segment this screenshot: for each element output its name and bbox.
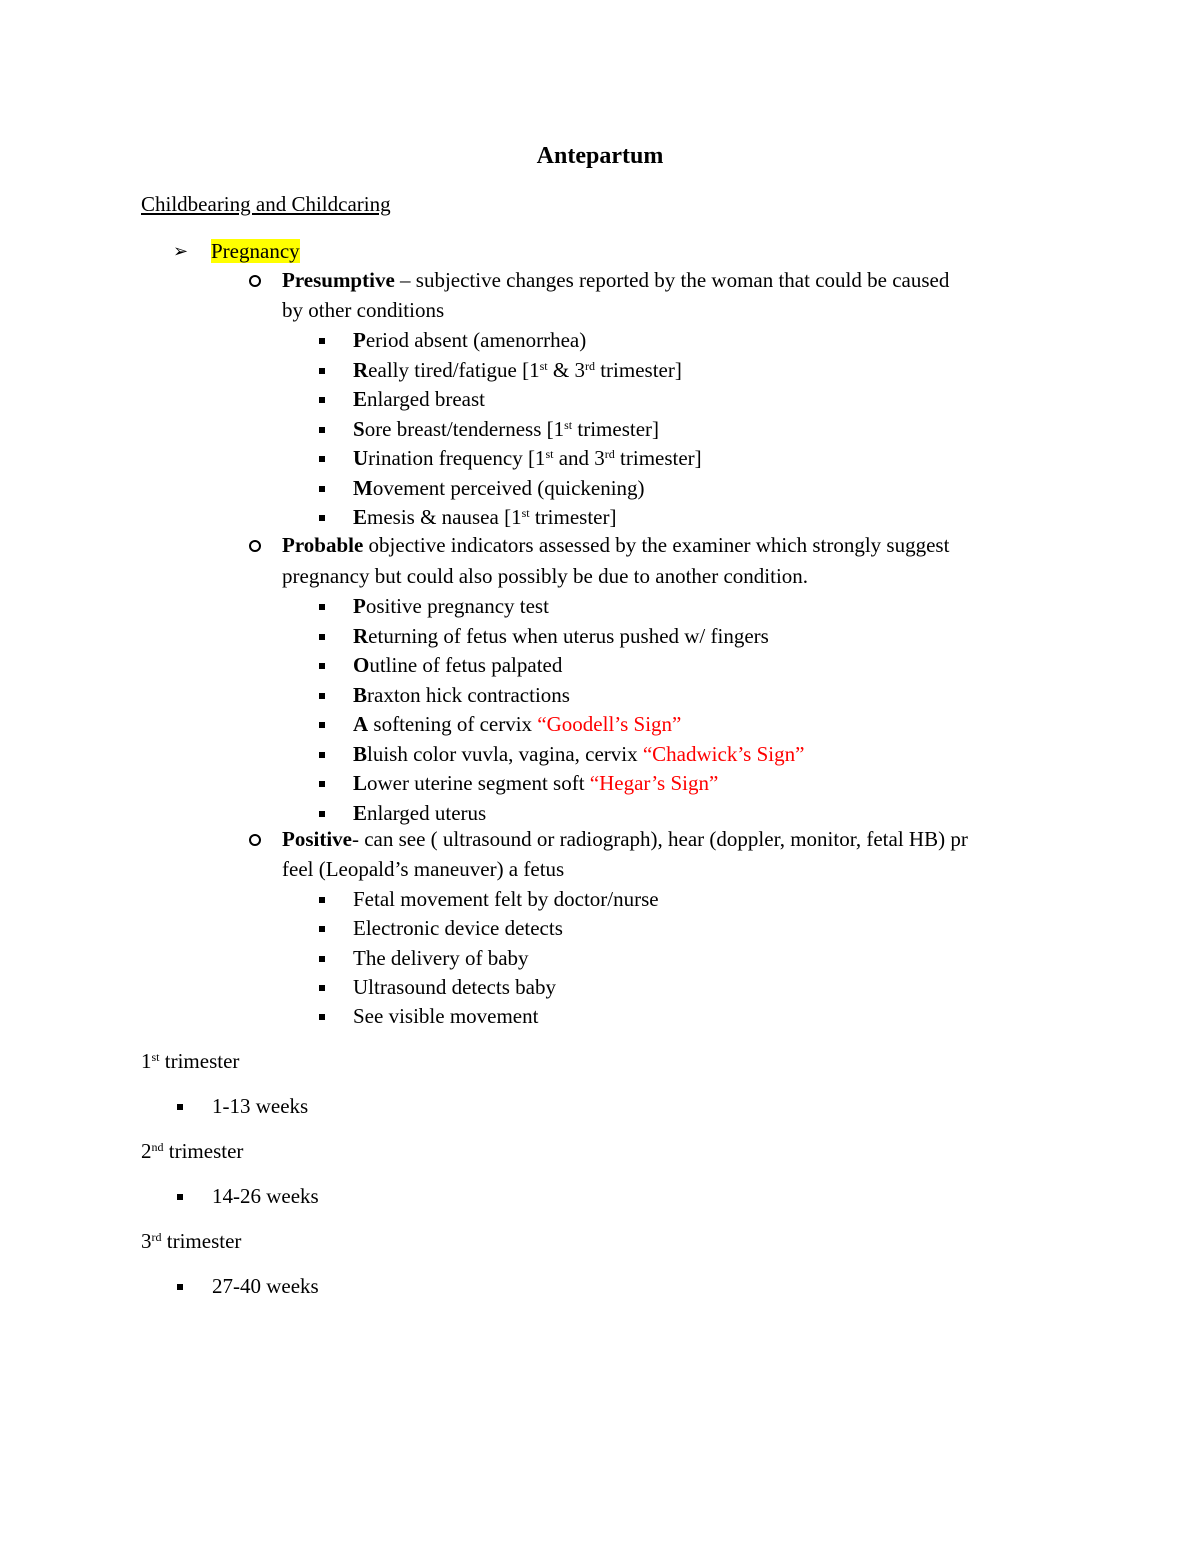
list-item (353, 445, 702, 471)
item-initial: E (353, 800, 368, 825)
clinical-sign: “Chadwick’s Sign” (642, 741, 805, 766)
superscript: rd (151, 1230, 162, 1244)
item-initial: E (353, 505, 368, 529)
square-bullet-icon (177, 1194, 183, 1200)
circle-bullet-icon (249, 834, 261, 846)
list-item (353, 593, 549, 619)
clinical-sign: “Goodell’s Sign” (537, 712, 682, 736)
item-initial: A (353, 712, 369, 736)
square-bullet-icon (319, 985, 325, 991)
square-bullet-icon (177, 1104, 183, 1110)
trimester-weeks: 1-13 weeks (212, 1094, 309, 1118)
square-bullet-icon (319, 427, 325, 433)
item-text: ower uterine segment soft (367, 771, 590, 795)
presumptive-line-1: Presumptive – subjective changes reported by the woman that could be caused (282, 268, 950, 292)
list-item (353, 770, 718, 796)
list-item (353, 652, 562, 678)
item-text: utline of fetus palpated (369, 653, 563, 677)
item-text: trimester] (614, 446, 702, 470)
trimester-weeks: 14-26 weeks (212, 1184, 319, 1208)
item-initial: M (353, 475, 373, 500)
item-text: ovement perceived (quickening) (372, 475, 645, 500)
square-bullet-icon (319, 811, 325, 817)
item-text: eriod absent (amenorrhea) (365, 328, 587, 352)
square-bullet-icon (319, 486, 325, 492)
item-initial: L (353, 771, 368, 795)
item-text: & 3 (547, 357, 585, 382)
square-bullet-icon (319, 926, 325, 932)
item-text: luish color vuvla, vagina, cervix (367, 741, 643, 766)
item-initial: S (353, 416, 365, 441)
trimester-heading (141, 1048, 239, 1074)
superscript: st (539, 358, 548, 373)
superscript: nd (151, 1140, 164, 1154)
list-item (353, 741, 804, 767)
trimester-number: 2 (141, 1139, 152, 1163)
clinical-sign: “Hegar’s Sign” (589, 771, 719, 795)
square-bullet-icon (319, 752, 325, 758)
square-bullet-icon (319, 515, 325, 521)
square-bullet-icon (177, 1284, 183, 1290)
square-bullet-icon (319, 693, 325, 699)
arrow-bullet-icon: ➢ (173, 241, 189, 262)
item-initial: B (353, 741, 368, 766)
list-item: See visible movement (353, 1004, 539, 1029)
item-text: softening of cervix (368, 712, 538, 736)
trimester-label: trimester (159, 1049, 240, 1073)
square-bullet-icon (319, 368, 325, 374)
square-bullet-icon (319, 338, 325, 344)
item-text: trimester] (594, 357, 682, 382)
superscript: rd (604, 447, 615, 461)
item-text: ore breast/tenderness [1 (364, 416, 565, 441)
list-item (353, 800, 486, 826)
trimester-number: 3 (141, 1229, 152, 1253)
trimester-number: 1 (141, 1049, 152, 1073)
trimester-heading (141, 1228, 241, 1254)
item-initial: U (353, 446, 369, 470)
item-text: raxton hick contractions (367, 682, 570, 707)
probable-line-1: Probable objective indicators assessed by the examiner which strongly suggest (282, 533, 950, 557)
item-initial: O (353, 653, 370, 677)
list-item (353, 711, 681, 737)
list-item (353, 386, 485, 412)
trimester-label: trimester (161, 1229, 242, 1253)
list-item: Fetal movement felt by doctor/nurse (353, 887, 659, 911)
item-text: trimester] (529, 505, 617, 529)
square-bullet-icon (319, 663, 325, 669)
superscript: st (151, 1050, 160, 1064)
square-bullet-icon (319, 1014, 325, 1020)
circle-bullet-icon (249, 540, 261, 552)
square-bullet-icon (319, 956, 325, 962)
item-initial: P (353, 328, 366, 352)
item-initial: B (353, 682, 368, 707)
item-text: and 3 (553, 446, 605, 470)
square-bullet-icon (319, 781, 325, 787)
item-text: nlarged uterus (367, 800, 487, 825)
item-initial: E (353, 387, 368, 411)
positive-line-2: feel (Leopald’s maneuver) a fetus (282, 857, 565, 881)
trimester-weeks: 27-40 weeks (212, 1274, 319, 1298)
list-item (353, 357, 682, 383)
square-bullet-icon (319, 397, 325, 403)
item-text: ositive pregnancy test (365, 594, 549, 618)
pregnancy-item: Pregnancy (211, 239, 300, 263)
square-bullet-icon (319, 604, 325, 610)
square-bullet-icon (319, 897, 325, 903)
trimester-label: trimester (163, 1139, 244, 1163)
item-text: mesis & nausea [1 (367, 505, 522, 529)
list-item (353, 475, 645, 501)
probable-line-2: pregnancy but could also possibly be due to another condition. (282, 564, 809, 588)
item-text: eturning of fetus when uterus pushed w/ fingers (368, 623, 769, 648)
superscript: st (521, 506, 530, 520)
item-initial: R (353, 623, 369, 648)
list-item (353, 623, 769, 649)
page-title: Antepartum (536, 143, 664, 169)
list-item (353, 416, 659, 442)
item-text: nlarged breast (367, 387, 485, 411)
list-item: Ultrasound detects baby (353, 974, 556, 999)
circle-bullet-icon (249, 275, 261, 287)
presumptive-line-2: by other conditions (282, 298, 445, 322)
superscript: st (564, 417, 573, 432)
list-item (353, 327, 586, 353)
superscript: st (545, 447, 554, 461)
list-item (353, 504, 616, 530)
square-bullet-icon (319, 456, 325, 462)
item-text: trimester] (572, 416, 660, 441)
superscript: rd (584, 358, 595, 373)
item-initial: P (353, 594, 366, 618)
item-initial: R (353, 357, 369, 382)
item-text: rination frequency [1 (368, 446, 546, 470)
section-heading: Childbearing and Childcaring (141, 192, 391, 216)
square-bullet-icon (319, 722, 325, 728)
trimester-heading (141, 1138, 243, 1164)
list-item: The delivery of baby (353, 945, 529, 970)
list-item (353, 682, 570, 708)
positive-line-1: Positive- can see ( ultrasound or radiograph), hear (doppler, monitor, fetal HB) pr (282, 827, 968, 851)
item-text: eally tired/fatigue [1 (368, 357, 540, 382)
list-item: Electronic device detects (353, 916, 563, 941)
square-bullet-icon (319, 634, 325, 640)
